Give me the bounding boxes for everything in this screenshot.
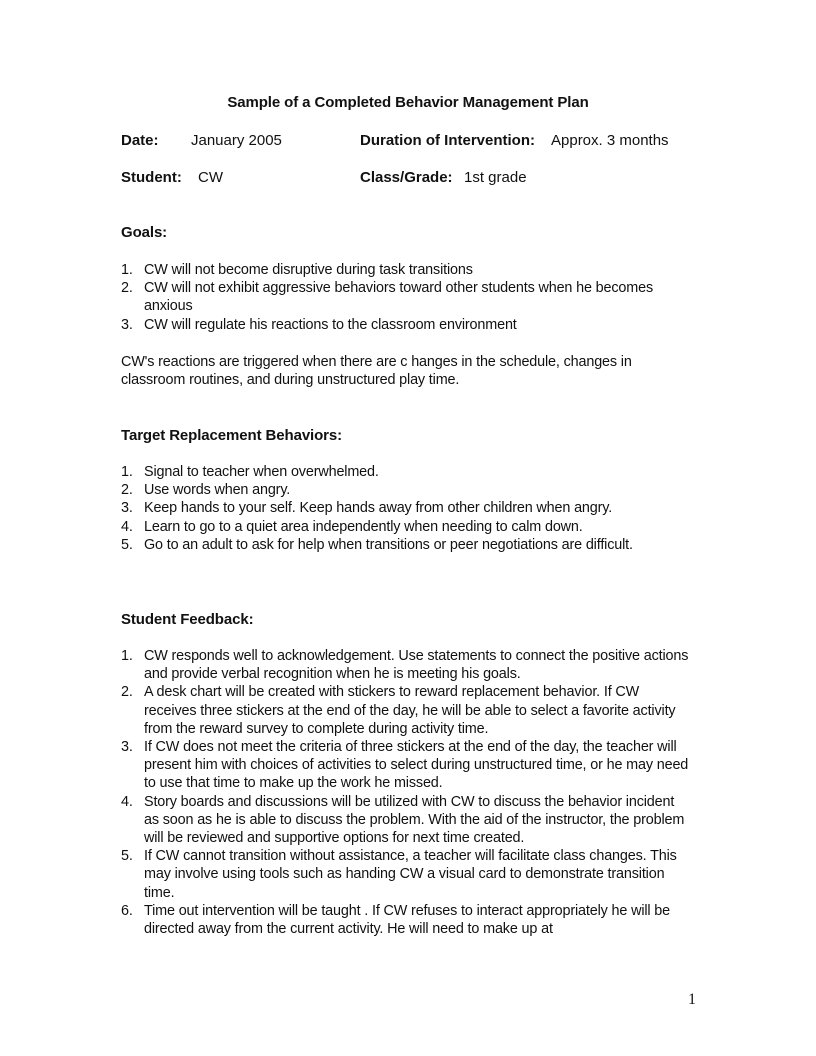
goals-heading: Goals: <box>121 224 168 241</box>
goals-note: CW's reactions are triggered when there are c hanges in the schedule, changes in classroom routines, and during unstructured play time. <box>121 354 632 389</box>
class-grade-value: 1st grade <box>464 169 527 186</box>
class-grade-label: Class/Grade: <box>360 169 453 186</box>
goal-item: 1. CW will not become disruptive during task transitions <box>121 262 473 278</box>
feedback-heading: Student Feedback: <box>121 611 254 628</box>
goal-item: 2. CW will not exhibit aggressive behaviors toward other students when he becomes anxious <box>121 280 654 315</box>
replacement-item: 2. Use words when angry. <box>121 482 291 499</box>
student-value: CW <box>198 169 223 186</box>
duration-label: Duration of Intervention: <box>360 132 535 149</box>
goals-list <box>121 261 691 334</box>
feedback-item: 1. CW responds well to acknowledgement. Use statements to connect the positive actions and provide verbal recognition when he is meeting his goals. <box>121 648 689 683</box>
date-label: Date: <box>121 132 159 149</box>
goal-item: 3. CW will regulate his reactions to the classroom environment <box>121 316 517 333</box>
student-label: Student: <box>121 169 182 186</box>
replacement-item: 1. Signal to teacher when overwhelmed. <box>121 464 379 480</box>
replacement-item: 3. Keep hands to your self. Keep hands away from other children when angry. <box>121 500 613 517</box>
feedback-item: 2. A desk chart will be created with stickers to reward replacement behavior. If CW receives three stickers at the end of the day, he will be able to select a favorite activity from the reward survey to complete during activity time. <box>121 684 676 737</box>
page-number: 1 <box>688 991 696 1008</box>
duration-value: Approx. 3 months <box>551 132 669 149</box>
date-value: January 2005 <box>191 132 282 149</box>
feedback-item: 5. If CW cannot transition without assistance, a teacher will facilitate class changes. This may involve using tools such as handing CW a visual card to demonstrate transition time. <box>121 848 677 901</box>
document-title: Sample of a Completed Behavior Management Plan <box>227 94 589 111</box>
replacement-list <box>121 463 691 554</box>
feedback-item: 3. If CW does not meet the criteria of three stickers at the end of the day, the teacher will present him with choices of activities to select during unstructured time, or he may need to use that time to make up the work he missed. <box>121 739 689 792</box>
replacement-item: 4. Learn to go to a quiet area independently when needing to calm down. <box>121 518 583 535</box>
feedback-item: 4. Story boards and discussions will be utilized with CW to discuss the behavior incident as soon as he is able to discuss the problem. With the aid of the instructor, the problem will be reviewed and supportive options for next time created. <box>121 793 685 847</box>
replacement-heading: Target Replacement Behaviors: <box>121 427 343 444</box>
feedback-list <box>121 647 691 938</box>
feedback-item: 6. Time out intervention will be taught . If CW refuses to interact appropriately he will be directed away from the current activity. He will need to make up at <box>121 902 671 938</box>
replacement-item: 5. Go to an adult to ask for help when transitions or peer negotiations are difficult. <box>121 536 633 553</box>
